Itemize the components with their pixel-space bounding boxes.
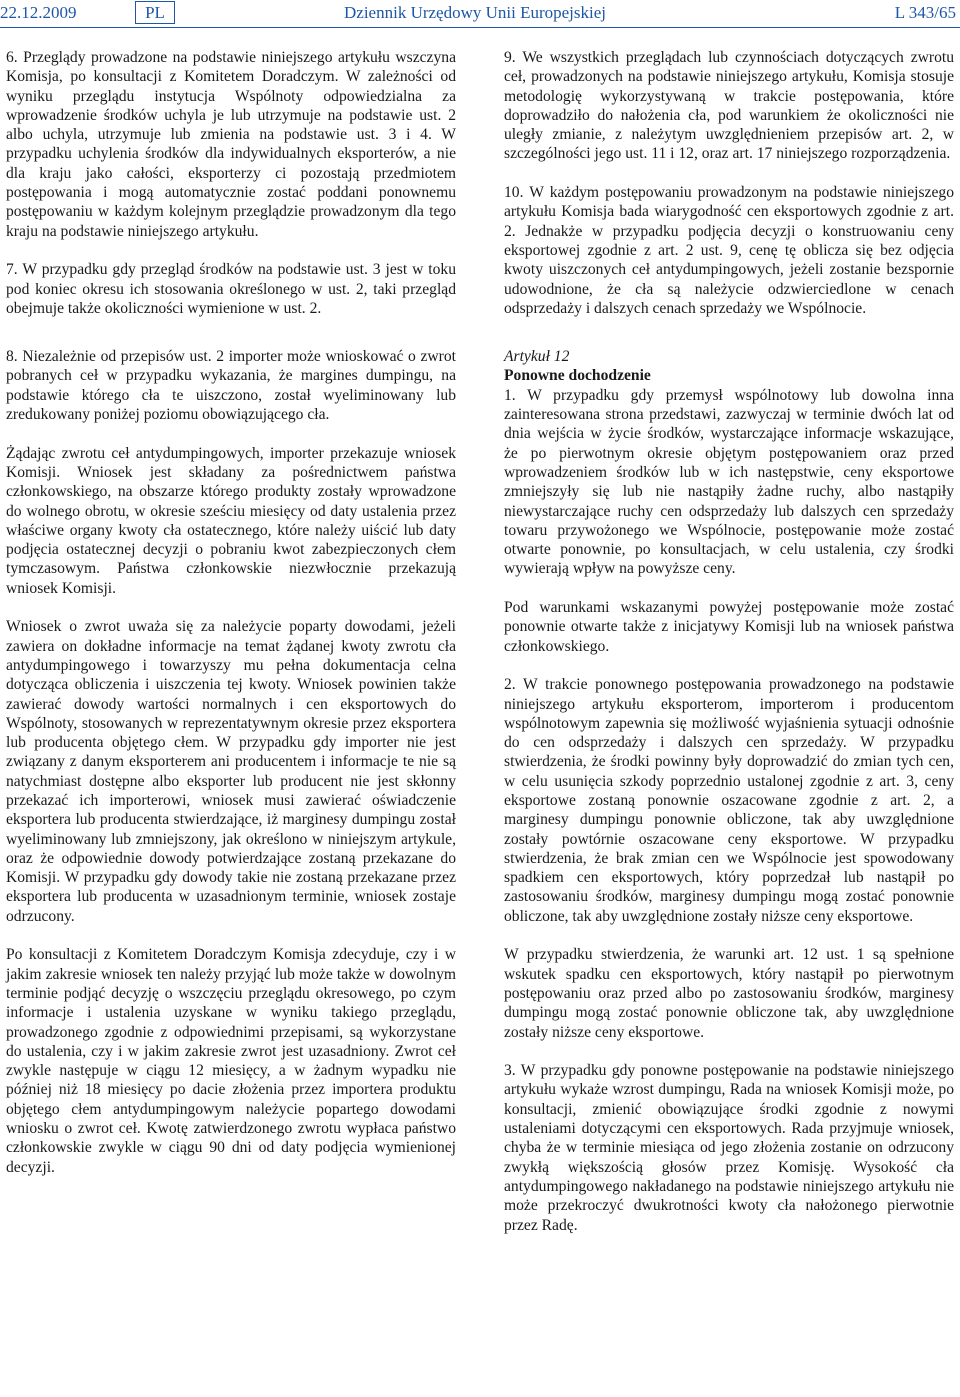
- article-title: Ponowne dochodzenie: [504, 367, 651, 385]
- right-column: [504, 48, 954, 1235]
- paragraph-8-evidence: Wniosek o zwrot uważa się za należycie poparty dowodami, jeżeli zawiera on dokładne informacje na temat żądanej kwoty zwrotu cła antydumpingowego i towarzyszy mu pełna dokumentacja celna dotycząca obliczenia i uiszczenia tej kwoty. Wniosek powinien także zawierać dowody wartości normalnych i cen eksportowych do Wspólnoty, stosowanych w reprezentatywnym okresie przez eksportera lub producenta objętego cłem. W przypadku gdy importer nie jest związany z danym eksporterem ani producentem i informacje te nie są natychmiast dostępne albo eksporter lub producent nie jest skłonny przekazać ich importerowi, wniosek musi zawierać oświadczenie eksportera lub producenta stwierdzające, iż marginesy dumpingu został wyeliminowany lub zmniejszony, jak określono w niniejszym artykule, oraz że odpowiednie dowody potwierdzające zostaną przekazane do Komisji. W przypadku gdy dowody takie nie zostaną przekazane przez eksportera lub producenta w uzasadnionym terminie, wniosek zostaje odrzucony.: [6, 618, 456, 925]
- publication-date: 22.12.2009: [0, 3, 77, 22]
- page-header: [0, 0, 960, 30]
- paragraph-8: 8. Niezależnie od przepisów ust. 2 importer może wnioskować o zwrot pobranych ceł w przypadku wykazania, że margines dumpingu, na podstawie którego cła te uiszczono, został wyeliminowany lub zredukowany poniżej poziomu obowiązującego cła.: [6, 348, 456, 424]
- header-rule: [0, 27, 960, 28]
- page-reference: L 343/65: [894, 3, 956, 22]
- left-column: [6, 48, 456, 1177]
- paragraph-10: 10. W każdym postępowaniu prowadzonym na podstawie niniejszego artykułu Komisja bada wiarygodność cen eksportowych zgodnie z art. 2. Jednakże w przypadku podjęcia decyzji o konstruowaniu ceny eksportowej zgodnie z art. 2 ust. 9, cenę tę oblicza się bez odjęcia kwoty uiszczonych ceł antydumpingowych, jeżeli zostanie bezspornie udowodnione, że cła są należycie odzwierciedlone w cenach odsprzedaży i dalszych cenach sprzedaży we Wspólnocie.: [504, 184, 954, 317]
- paragraph-6: 6. Przeglądy prowadzone na podstawie niniejszego artykułu wszczyna Komisja, po konsultacji z Komitetem Doradczym. W zależności od wyniku przeglądu instytucja Wspólnoty odpowiedzialna za wprowadzenie środków uchyla je lub utrzymuje na podstawie ust. 2 albo uchyla, utrzymuje lub zmienia na podstawie ust. 3 i 4. W przypadku uchylenia środków dla indywidualnych eksporterów, a nie dla kraju jako całości, eksporterzy ci pozostają przedmiotem postępowania i mogą automatycznie zostać poddani ponownemu postępowaniu w każdym kolejnym przeglądzie prowadzonym dla tego kraju na podstawie niniejszego artykułu.: [6, 49, 456, 240]
- article-12-paragraph-2-export-prices: W przypadku stwierdzenia, że warunki art. 12 ust. 1 są spełnione wskutek spadku cen eksportowych, który nastąpił po pierwotnym postępowaniu oraz przed albo po zastosowaniu środków, marginesy dumpingu mogą zostać ponownie obliczone tak, aby uwzględnione zostały niższe ceny eksportowe.: [504, 946, 954, 1041]
- article-12-paragraph-1: 1. W przypadku gdy przemysł wspólnotowy lub dowolna inna zainteresowana strona przedstawi, zazwyczaj w terminie dwóch lat od dnia wejścia w życie środków, wystarczające informacje wskazujące, że po pierwotnym okresie objętym postępowaniem oraz przed wprowadzeniem środków lub w ich następstwie, ceny eksportowe zmniejszyły się lub nie nastąpiły żadne ruchy, albo nastąpiły niewystarczające ruchy cen odsprzedaży lub dalszych cen sprzedaży towaru przywożonego we Wspólnocie, postępowanie może zostać otwarte ponownie, po konsultacjach, w celu ustalenia, czy środki wywierają wpływ na powyższe ceny.: [504, 386, 954, 578]
- article-12-paragraph-1-commission: Pod warunkami wskazanymi powyżej postępowanie może zostać ponownie otwarte także z inicjatywy Komisji lub na wniosek państwa członkowskiego.: [504, 599, 954, 655]
- article-12-paragraph-2: 2. W trakcie ponownego postępowania prowadzonego na podstawie niniejszego artykułu eksporterom, importerom i producentom wspólnotowym zapewnia się możliwość wyjaśnienia sytuacji odnośnie do cen odsprzedaży i dalszych cen sprzedaży. W przypadku stwierdzenia, że środki powinny były doprowadzić do zmian tych cen, w celu usunięcia szkody poprzednio ustalonej zgodnie z art. 3, ceny eksportowe zostaną ponownie oszacowane zgodnie z art. 2, a marginesy dumpingu ponownie obliczone, tak aby uwzględnione zostały powtórnie oszacowane ceny eksportowe. W przypadku stwierdzenia, że brak zmian cen we Wspólnocie jest spowodowany spadkiem cen eksportowych, który poprzedzał lub nastąpił po zastosowaniu środków, marginesy dumpingu mogą zostać ponownie obliczone, tak aby uwzględnione zostały niższe ceny eksportowe.: [504, 676, 954, 925]
- language-badge: PL: [135, 1, 175, 24]
- paragraph-8-refund-request: Żądając zwrotu ceł antydumpingowych, importer przekazuje wniosek Komisji. Wniosek jest składany za pośrednictwem państwa członkowskiego, na obszarze którego produkty zostały wprowadzone do wolnego obrotu, w okresie sześciu miesięcy od daty ustalenia przez właściwe organy kwoty cła ostatecznego, które należy uiścić lub daty podjęcia ostatecznej decyzji o pobraniu kwot zabezpieczonych cłem tymczasowym. Państwa członkowskie niezwłocznie przekazują wniosek Komisji.: [6, 444, 456, 597]
- paragraph-9: 9. We wszystkich przeglądach lub czynnościach dotyczących zwrotu ceł, prowadzonych na podstawie niniejszego artykułu, Komisja stosuje metodologię wykorzystywaną w trakcie postępowania, które doprowadziło do nałożenia cła, pod warunkiem że okoliczności nie uległy zmianie, z należytym uwzględnieniem przepisów art. 2, w szczególności jego ust. 11 i 12, oraz art. 17 niniejszego rozporządzenia.: [504, 49, 954, 163]
- article-12-paragraph-3: 3. W przypadku gdy ponowne postępowanie na podstawie niniejszego artykułu wykaże wzrost dumpingu, Rada na wniosek Komisji może, po konsultacji, zmienić obowiązujące środki zgodnie z nowymi ustaleniami dotyczącymi cen eksportowych. Rada przyjmuje wniosek, chyba że w terminie miesiąca od jego złożenia zostanie on odrzucony zwykłą większością głosów przez Komisję. Wysokość cła antydumpingowego nakładanego na podstawie niniejszego artykułu nie może przekroczyć dwukrotności kwoty cła nałożonego pierwotnie przez Radę.: [504, 1062, 954, 1234]
- paragraph-7: 7. W przypadku gdy przegląd środków na podstawie ust. 3 jest w toku pod koniec okresu ich stosowania określonego w ust. 2, taki przegląd obejmuje także okoliczności wymienione w ust. 2.: [6, 261, 456, 317]
- article-number: Artykuł 12: [504, 348, 570, 366]
- journal-title: Dziennik Urzędowy Unii Europejskiej: [344, 3, 607, 22]
- paragraph-8-decision: Po konsultacji z Komitetem Doradczym Komisja zdecyduje, czy i w jakim zakresie wniosek ten należy przyjąć lub może także w dowolnym terminie podjąć decyzję o wszczęciu przeglądu okresowego, po czym informacje i ustalenia uzyskane w wyniku takiego przeglądu, prowadzonego zgodnie z odpowiednimi przepisami, są wykorzystane do ustalenia, czy i w jakim zakresie zwrot jest uzasadniony. Zwrot ceł zwykle następuje w ciągu 12 miesięcy, a w żadnym wypadku nie później niż 18 miesięcy po dacie złożenia przez importera produktu objętego cłem antydumpingowym należycie popartego dowodami wniosku o zwrot ceł. Kwotę zatwierdzonego zwrotu wypłaca państwo członkowskie zwykle w ciągu 90 dni od daty podjęcia wymienionej decyzji.: [6, 946, 456, 1176]
